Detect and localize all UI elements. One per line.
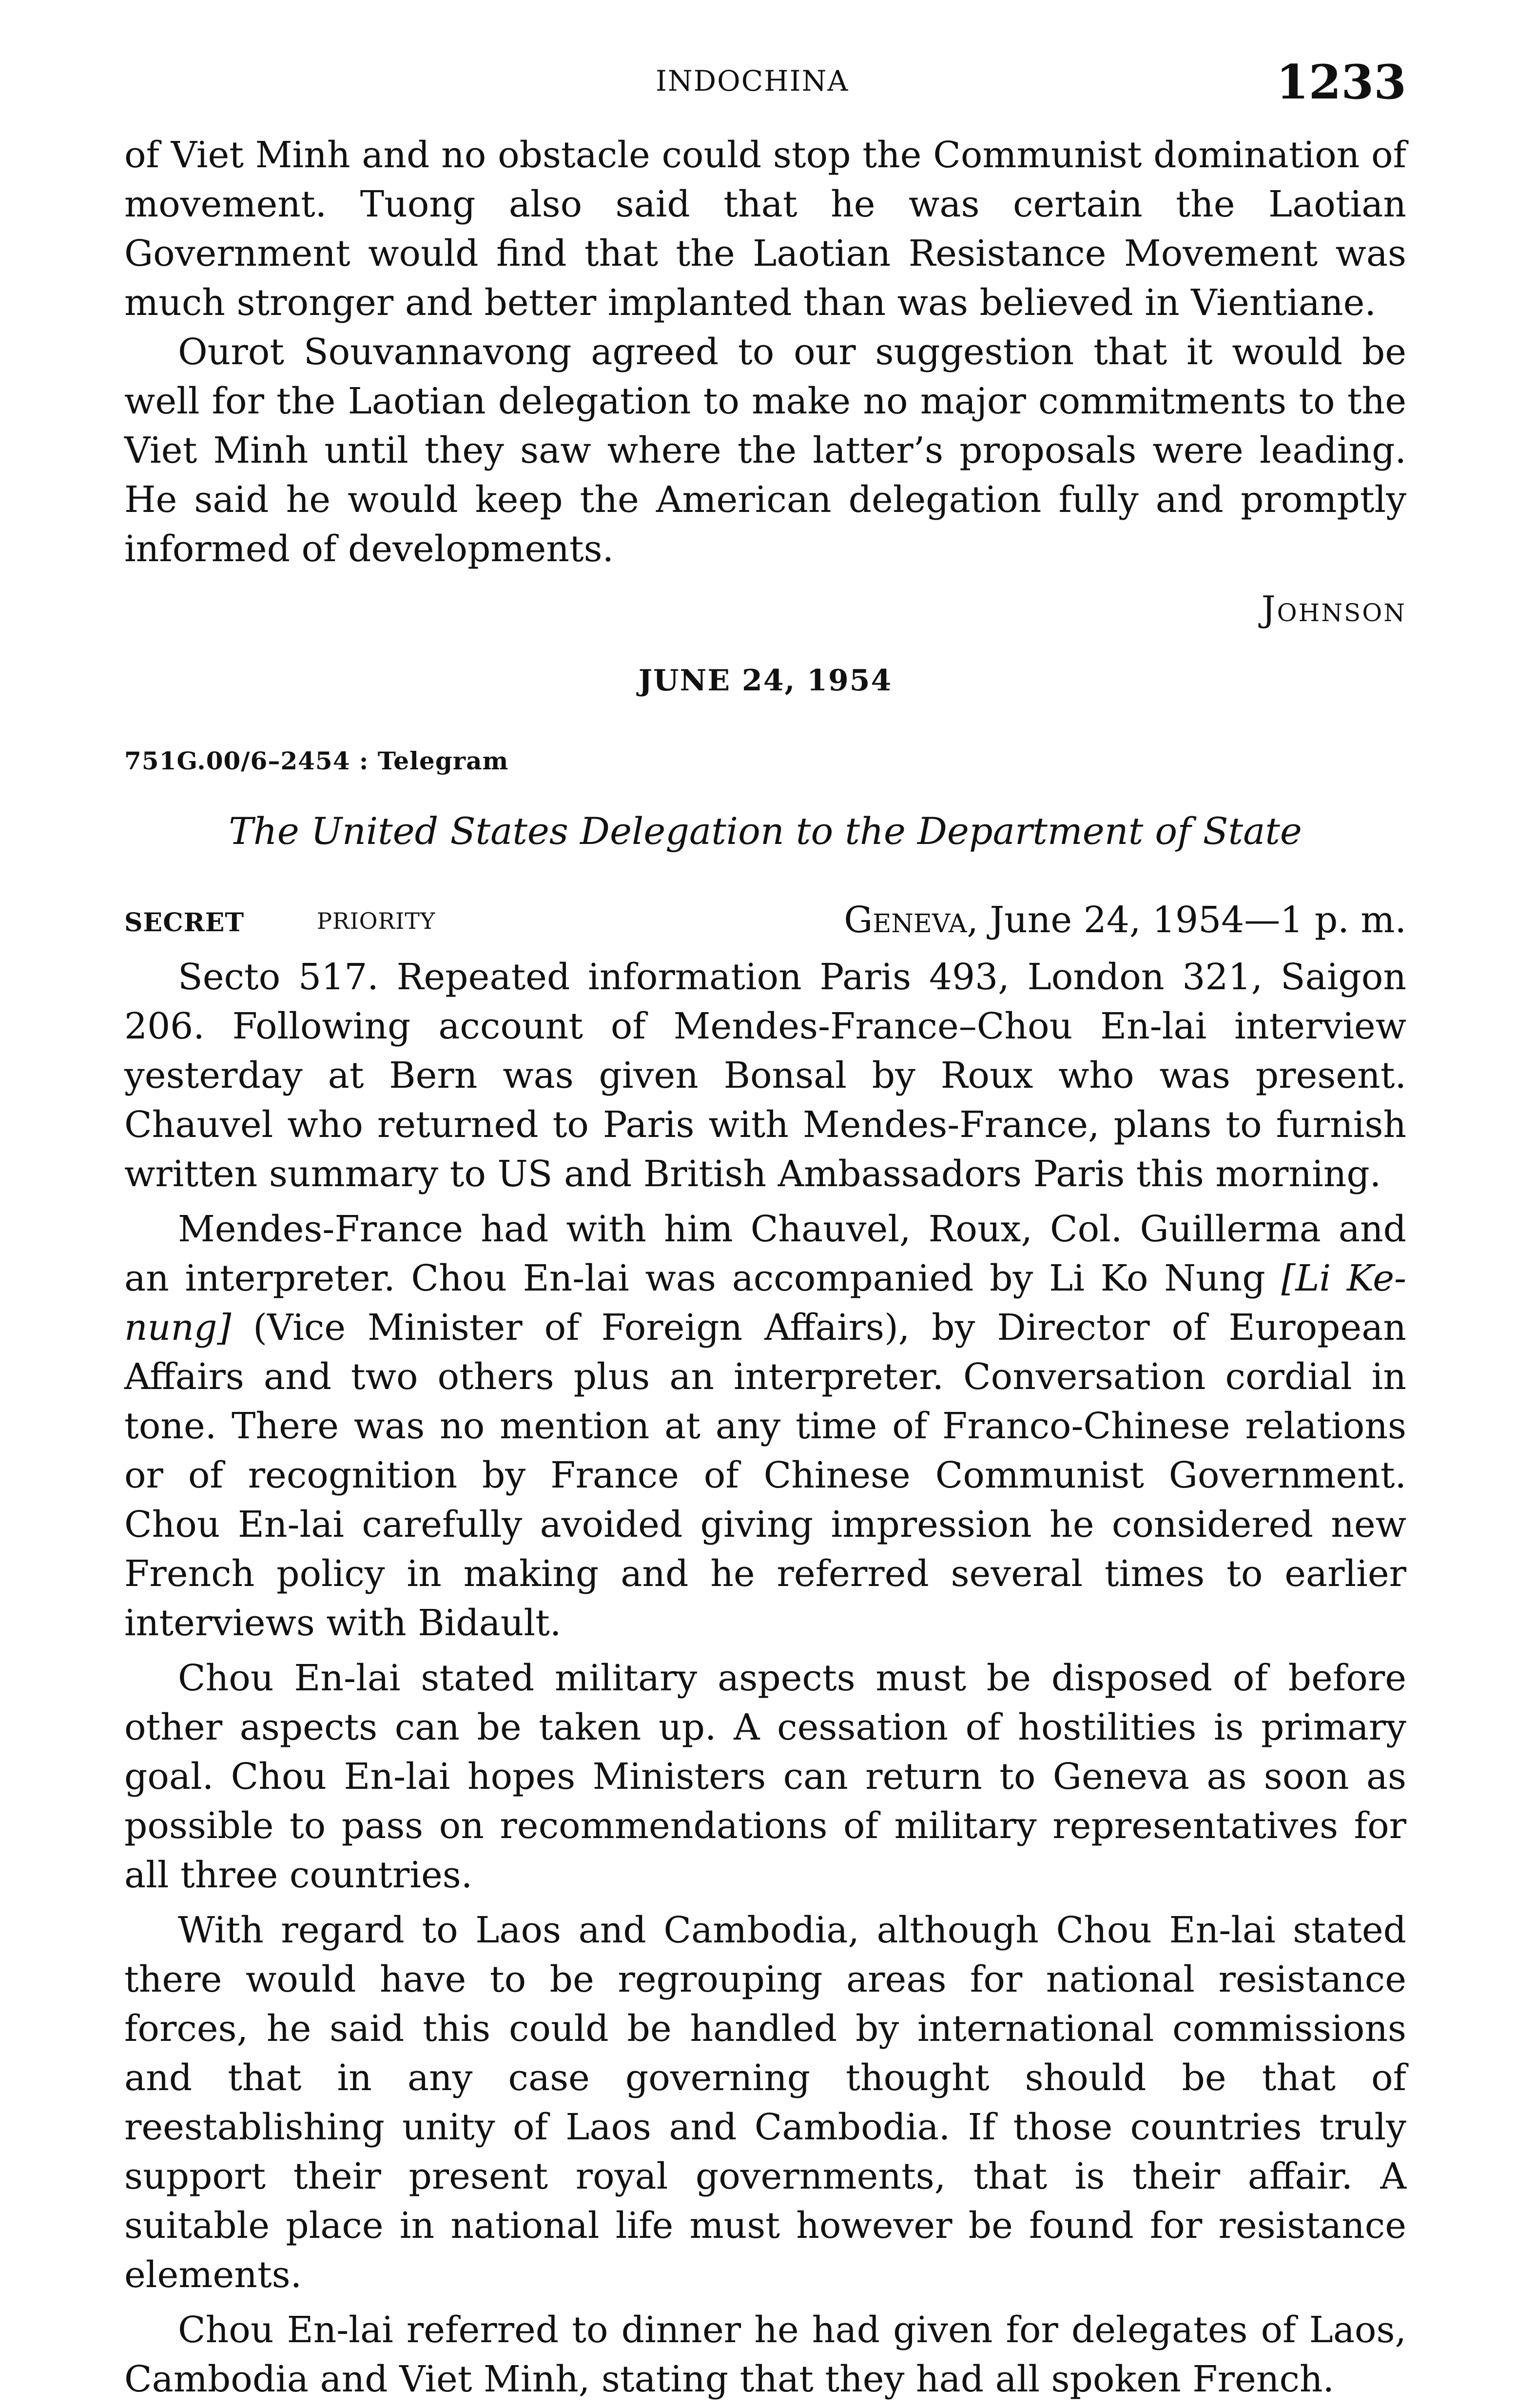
date-time: June 24, 1954—1 p. m. [978,899,1406,941]
editorial-note: [Li Ke-nung] [124,1257,1406,1349]
place: Geneva, [844,899,978,941]
telegram-paragraph-4: With regard to Laos and Cambodia, although Chou En-lai stated there would have to be regrouping areas for national resistance forces, he said this could be handled by international commissions and that in any case governing thought should be that of reestablishing unity of Laos and Cambodia. If those countries truly support their present royal governments, that is their affair. A suitable place in national life must however be found for resistance elements. [124,1909,1406,2296]
paragraph-2-text-a: Mendes-France had with him Chauvel, Roux, Col. Guillerma and an interpreter. Chou En-lai was accompanied by Li Ko Nung [124,1208,1406,1299]
telegram-paragraph-3: Chou En-lai stated military aspects must be disposed of before other aspects can be taken up. A cessation of hostilities is primary goal. Chou En-lai hopes Ministers can return to Geneva as soon as possible to pass on recommendations of military representatives for all three countries. [124,1657,1406,1896]
page-number: 1233 [1276,55,1406,110]
signature: Johnson [1261,588,1406,629]
running-head: INDOCHINA [656,64,849,98]
file-reference: 751G.00/6–2454 : Telegram [124,746,509,775]
continued-paragraph-1: of Viet Minh and no obstacle could stop the Communist domination of movement. Tuong also said that he was certain the Laotian Government would find that the Laotian Resistance Movement was much stronger and better implanted than was believed in Vientiane. [124,134,1406,324]
place-date [844,899,1406,941]
telegram-paragraph-2 [124,1205,1406,1648]
telegram-paragraph-5: Chou En-lai referred to dinner he had given for delegates of Laos, Cambodia and Viet Minh, stating that they had all spoken French. [124,2309,1406,2400]
page-header [124,55,1406,108]
telegram-paragraph-1: Secto 517. Repeated information Paris 493, London 321, Saigon 206. Following account of Mendes-France–Chou En-lai interview yesterday at Bern was given Bonsal by Roux who was present. Chauvel who returned to Paris with Mendes-France, plans to furnish written summary to US and British Ambassadors Paris this morning. [124,956,1406,1195]
date-heading: JUNE 24, 1954 [638,664,893,698]
page-body [124,131,1406,2404]
continued-paragraph-2: Ourot Souvannavong agreed to our suggestion that it would be well for the Laotian delegation to make no major commitments to the Viet Minh until they saw where the latter’s proposals were leading. He said he would keep the American delegation fully and promptly informed of developments. [124,331,1406,570]
document-title: The United States Delegation to the Department of State [229,809,1302,853]
classification-label: SECRET [124,908,245,938]
dateline [124,899,1406,953]
precedence-label: PRIORITY [317,908,436,934]
paragraph-2-text-b: (Vice Minister of Foreign Affairs), by Director of European Affairs and two others plus an interpreter. Conversation cordial in tone. There was no mention at any time of Franco-Chinese relations or of recognition by France of Chinese Communist Government. Chou En-lai carefully avoided giving impression he considered new French policy in making and he referred several times to earlier interviews with Bidault. [124,1307,1406,1644]
